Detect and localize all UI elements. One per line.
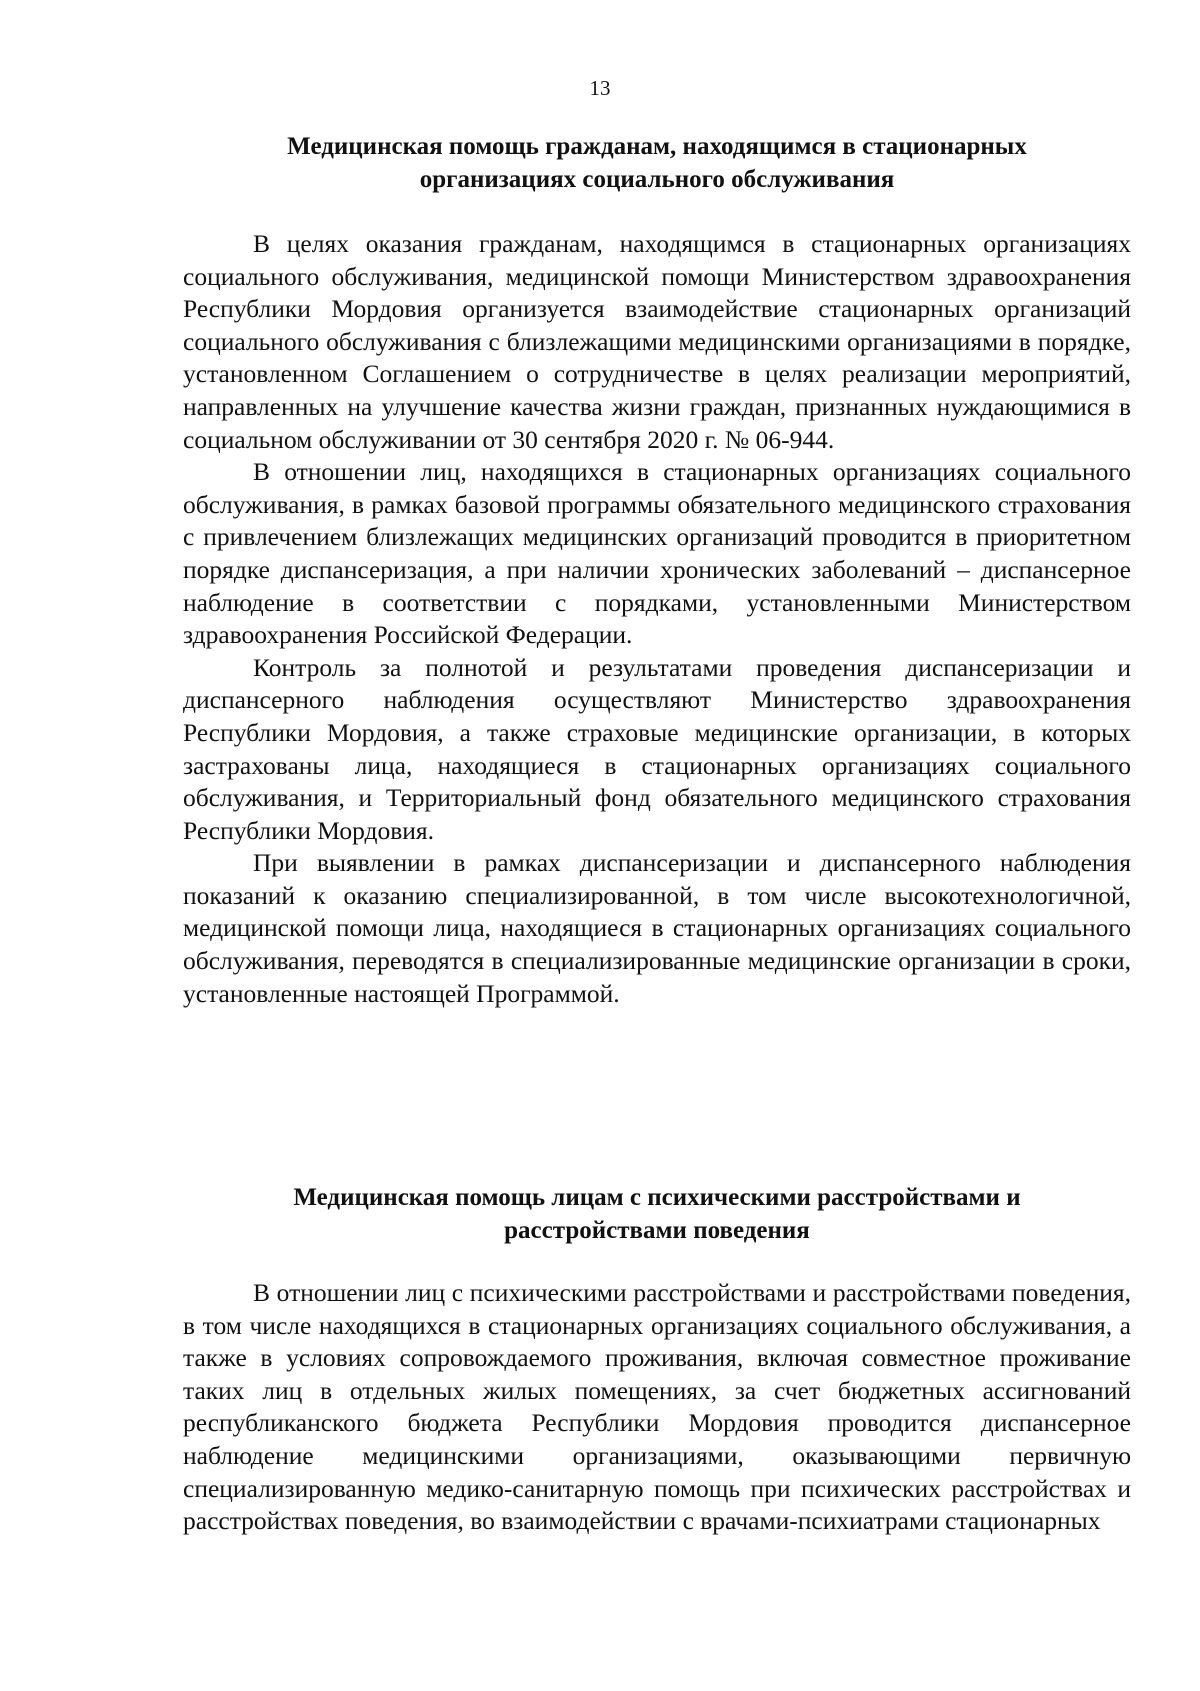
paragraph: При выявлении в рамках диспансеризации и диспансерного наблюдения показаний к оказанию специализированной, в том числе высокотехнологичной, медицинской помощи лица, находящиеся в стационарных организациях социального обслуживания, переводятся в специализированные медицинские организации в сроки, установленные настоящей Программой. [183, 848, 1131, 1008]
paragraph: Контроль за полнотой и результатами проведения диспансеризации и диспансерного наблюдения осуществляют Министерство здравоохранения Республики Мордовия, а также страховые медицинские организации, в которых застрахованы лица, находящиеся в стационарных организациях социального обслуживания, и Территориальный фонд обязательного медицинского страхования Республики Мордовия. [183, 652, 1131, 845]
section-heading-text [183, 1181, 1131, 1247]
heading-line: Медицинская помощь лицам с психическими расстройствами и [293, 1184, 1021, 1211]
page-number: 13 [589, 76, 611, 100]
heading-line: Медицинская помощь гражданам, находящимся в стационарных [287, 133, 1027, 160]
heading-line: расстройствами поведения [504, 1217, 810, 1244]
section-body-social-care [183, 228, 1131, 1010]
section-heading-social-care [183, 130, 1131, 196]
section-body-mental-disorders [183, 1277, 1131, 1538]
heading-line: организациях социального обслуживания [419, 166, 895, 193]
paragraph: В отношении лиц с психическими расстройствами и расстройствами поведения, в том числе находящихся в стационарных организациях социального обслуживания, а также в условиях сопровождаемого проживания, включая совместное проживание таких лиц в отдельных жилых помещениях, за счет бюджетных ассигнований республиканского бюджета Республики Мордовия проводится диспансерное наблюдение медицинскими организациями, оказывающими первичную специализированную медико-санитарную помощь при психических расстройствах и расстройствах поведения, во взаимодействии с врачами-психиатрами стационарных [183, 1278, 1131, 1536]
paragraph: В отношении лиц, находящихся в стационарных организациях социального обслуживания, в рамках базовой программы обязательного медицинского страхования с привлечением близлежащих медицинских организаций проводится в приоритетном порядке диспансеризация, а при наличии хронических заболеваний – диспансерное наблюдение в соответствии с порядками, установленными Министерством здравоохранения Российской Федерации. [183, 457, 1131, 650]
section-heading-mental-disorders [183, 1181, 1131, 1247]
paragraph: В целях оказания гражданам, находящимся в стационарных организациях социального обслуживания, медицинской помощи Министерством здравоохранения Республики Мордовия организуется взаимодействие стационарных организаций социального обслуживания с близлежащими медицинскими организациями в порядке, установленном Соглашением о сотрудничестве в целях реализации мероприятий, направленных на улучшение качества жизни граждан, признанных нуждающимися в социальном обслуживании от 30 сентября 2020 г. № 06-944. [183, 229, 1131, 454]
section-heading-text [183, 130, 1131, 196]
